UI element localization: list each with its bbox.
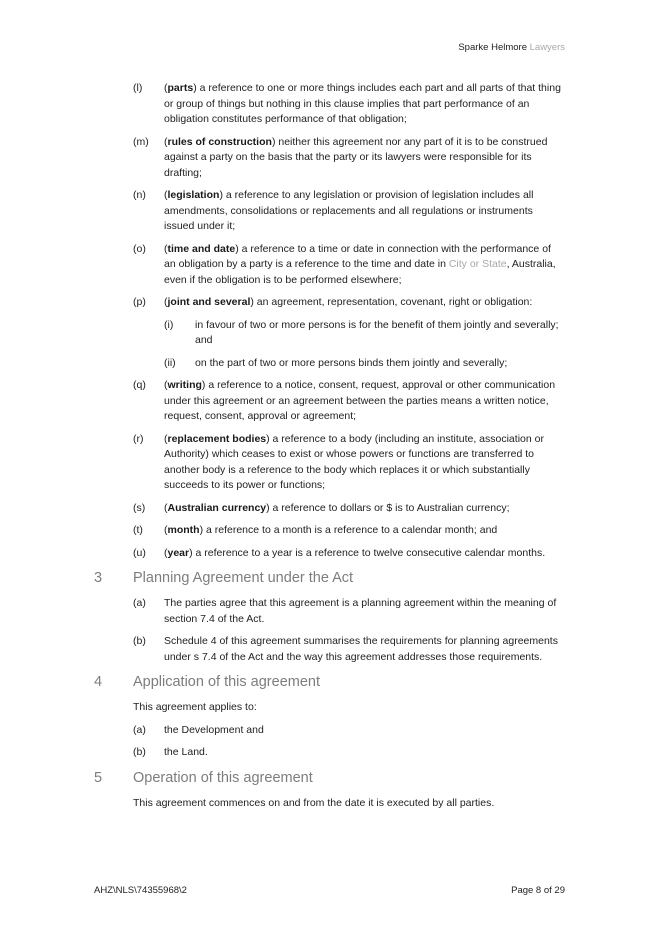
clause-q: (q) (writing) a reference to a notice, consent, request, approval or other communication under this agreement or an agreement between the parties means a written notice, request, consent, approval or agreement; (133, 379, 556, 422)
clause-text: a reference to a body (including an institute, association or Authority) which ceases to exist or whose powers or functions are transferred to another body is a reference to the body which replaces it or which substantially succeeds to its power or functions; (164, 432, 544, 491)
defined-term: time and date (167, 242, 236, 255)
clause-label: (a) (133, 723, 146, 736)
defined-term: year (167, 546, 190, 559)
defined-term: legislation (167, 189, 220, 201)
clause-t: (t) (month) a reference to a month is a reference to a calendar month; and (0, 523, 656, 539)
clause-label: (n) (133, 189, 146, 201)
clause-label: (p) (133, 296, 146, 308)
clause-text: a reference to dollars or $ is to Australian currency; (269, 501, 510, 514)
subclause-label: (i) (164, 318, 174, 331)
clause-text: a reference to a time or date in connection with the performance of an obligation by a party is a reference to the time and date in (164, 242, 551, 270)
clause-label: (r) (133, 432, 144, 445)
clause-label: (b) (133, 635, 146, 647)
clause-text: an agreement, representation, covenant, right or obligation: (253, 296, 533, 308)
firm-name: Sparke Helmore (458, 42, 527, 53)
subclause-label: (ii) (164, 356, 176, 369)
clause-label: (l) (133, 82, 143, 94)
section-heading-5 (0, 768, 656, 792)
clause-l: (l) (parts) a reference to one or more things includes each part and all parts of that thing or group of things but nothing in this clause implies that part performance of an obligation constitutes performance of that obligation; (133, 82, 561, 125)
page-header (458, 42, 565, 53)
defined-term: parts (167, 82, 194, 94)
section-title: Operation of this agreement (133, 769, 313, 786)
defined-term: rules of construction (167, 135, 272, 148)
section4-clause-b (0, 745, 656, 761)
section-title: Application of this agreement (133, 674, 320, 690)
clause-label: (b) (133, 746, 146, 758)
section4-intro: This agreement applies to: (133, 701, 257, 713)
document-body (0, 81, 656, 818)
section3-clause-a (0, 596, 656, 627)
subclause-text: in favour of two or more persons is for the benefit of them jointly and severally; and (195, 318, 559, 346)
section-heading-4 (0, 672, 656, 696)
subclause-p-i (0, 318, 656, 349)
clause-text-end: , Australia, even if the obligation is to be performed elsewhere; (164, 258, 556, 286)
clause-text: a reference to one or more things includes each part and all parts of that thing or group of things but nothing in this clause implies that part performance of an obligation constitutes performance of that obligation; (164, 82, 561, 125)
clause-text: a reference to a year is a reference to twelve consecutive calendar months. (192, 546, 546, 559)
document-reference: AHZ\NLS\74355968\2 (94, 885, 187, 896)
clause-text: neither this agreement nor any part of it is to be construed against a party on the basis that the party or its lawyers were responsible for its drafting; (164, 135, 548, 179)
subclause-p-ii (0, 356, 656, 372)
section-number: 3 (94, 570, 103, 586)
clause-text: the Development and (164, 723, 264, 736)
clause-text: The parties agree that this agreement is a planning agreement within the meaning of section 7.4 of the Act. (164, 597, 557, 625)
section-heading-3 (0, 568, 656, 592)
clause-n: (n) (legislation) a reference to any legislation or provision of legislation includes all amendments, consolidations or replacements and all regulations or instruments issued under it; (133, 189, 534, 232)
clause-label: (m) (133, 135, 149, 148)
clause-text: a reference to a month is a reference to a calendar month; and (203, 524, 498, 536)
defined-term: month (167, 524, 200, 536)
clause-text: a reference to any legislation or provision of legislation includes all amendments, consolidations or replacements and all regulations or instruments issued under it; (164, 189, 534, 232)
subclause-text: on the part of two or more persons binds them jointly and severally; (195, 356, 508, 369)
defined-term: writing (167, 379, 202, 391)
clause-text: Schedule 4 of this agreement summarises the requirements for planning agreements under s 7.4 of the Act and the way this agreement addresses those requirements. (164, 635, 558, 663)
clause-text: the Land. (164, 746, 208, 758)
section-number: 5 (94, 769, 103, 786)
clause-label: (s) (133, 501, 146, 514)
clause-m: (m) (rules of construction) neither this agreement nor any part of it is to be construed against a party on the basis that the party or its lawyers were responsible for its drafting; (133, 135, 548, 179)
clause-p: (p) (joint and several) an agreement, representation, covenant, right or obligation: (0, 295, 656, 311)
clause-u: (u) (year) a reference to a year is a reference to twelve consecutive calendar months. (0, 546, 656, 562)
defined-term: replacement bodies (167, 432, 267, 445)
section-title: Planning Agreement under the Act (133, 570, 354, 586)
clause-label: (t) (133, 524, 143, 536)
clause-r: (r) (replacement bodies) a reference to a body (including an institute, association or Authority) which ceases to exist or whose powers or functions are transferred to another body is a reference to the body which replaces it or which substantially succeeds to its power or functions; (133, 432, 544, 491)
clause-o: (o) (time and date) a reference to a time or date in connection with the performance of an obligation by a party is a reference to the time and date in City or State, Australia, even if the obligation is to be performed elsewhere; (133, 242, 556, 286)
defined-term: joint and several (167, 296, 251, 308)
clause-label: (u) (133, 546, 146, 559)
page-number: Page 8 of 29 (511, 885, 565, 896)
clause-text: a reference to a notice, consent, request, approval or other communication under this agreement or an agreement between the parties means a written notice, request, consent, approval or agreement; (164, 379, 556, 422)
section5-text: This agreement commences on and from the date it is executed by all parties. (133, 796, 495, 809)
clause-label: (o) (133, 242, 146, 255)
section4-clause-a (0, 723, 656, 739)
clause-label: (q) (133, 379, 146, 391)
defined-term: Australian currency (167, 501, 267, 514)
placeholder-text: City or State (448, 258, 507, 270)
section-number: 4 (94, 674, 103, 690)
section3-clause-b (0, 634, 656, 665)
clause-s: (s) (Australian currency) a reference to dollars or $ is to Australian currency; (0, 501, 656, 517)
firm-suffix: Lawyers (529, 42, 565, 53)
clause-label: (a) (133, 597, 146, 609)
